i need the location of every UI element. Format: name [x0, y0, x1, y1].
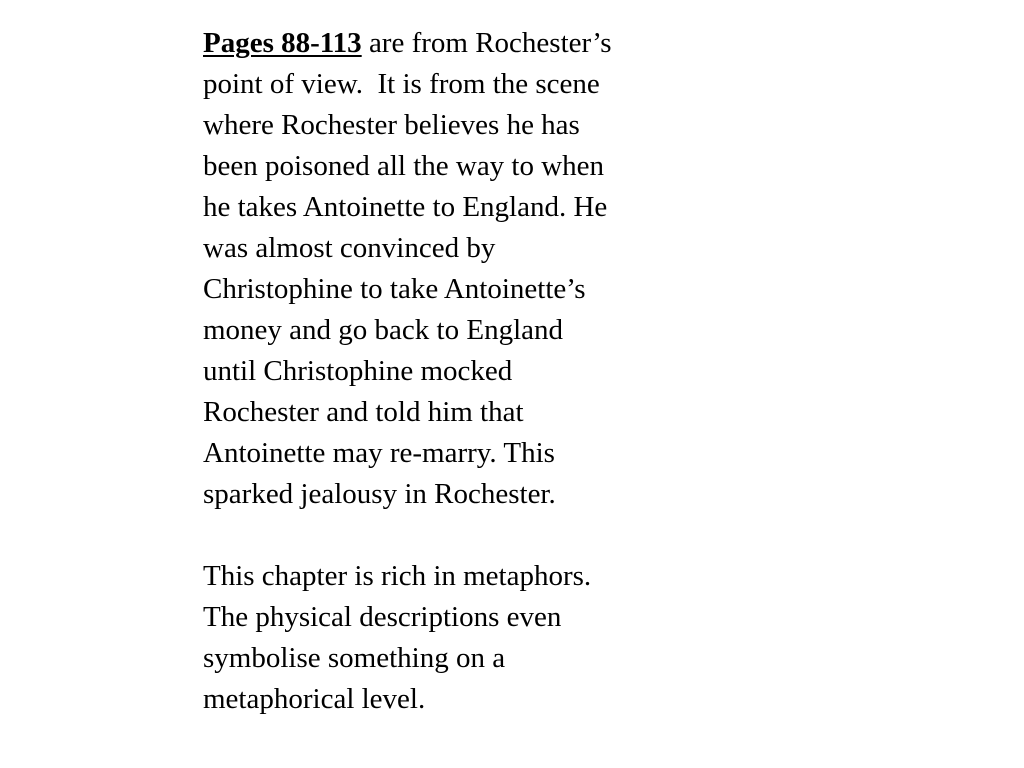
paragraph-line [203, 23, 703, 64]
paragraph-spacer [203, 515, 703, 556]
paragraph-line: Rochester and told him that [203, 396, 524, 428]
paragraph-line: was almost convinced by [203, 232, 496, 264]
paragraph-line: The physical descriptions even [203, 601, 562, 633]
paragraph-line: metaphorical level. [203, 683, 426, 715]
paragraph-line: Christophine to take Antoinette’s [203, 273, 586, 305]
paragraph-line: This chapter is rich in metaphors. [203, 560, 592, 592]
paragraph-metaphors [203, 556, 703, 720]
paragraph-line: money and go back to England [203, 314, 563, 346]
paragraph-line: where Rochester believes he has [203, 109, 580, 141]
pages-heading: Pages 88-113 [203, 27, 362, 59]
paragraph-summary [203, 23, 703, 515]
paragraph-line: Antoinette may re-marry. This [203, 437, 555, 469]
paragraph-line: symbolise something on a [203, 642, 506, 674]
paragraph-line: he takes Antoinette to England. He [203, 191, 608, 223]
text-block [203, 23, 703, 720]
paragraph-line: until Christophine mocked [203, 355, 513, 387]
paragraph-line: point of view. It is from the scene [203, 68, 600, 100]
paragraph-line: been poisoned all the way to when [203, 150, 605, 182]
paragraph-line: sparked jealousy in Rochester. [203, 478, 556, 510]
line-text: are from Rochester’s [361, 27, 612, 59]
